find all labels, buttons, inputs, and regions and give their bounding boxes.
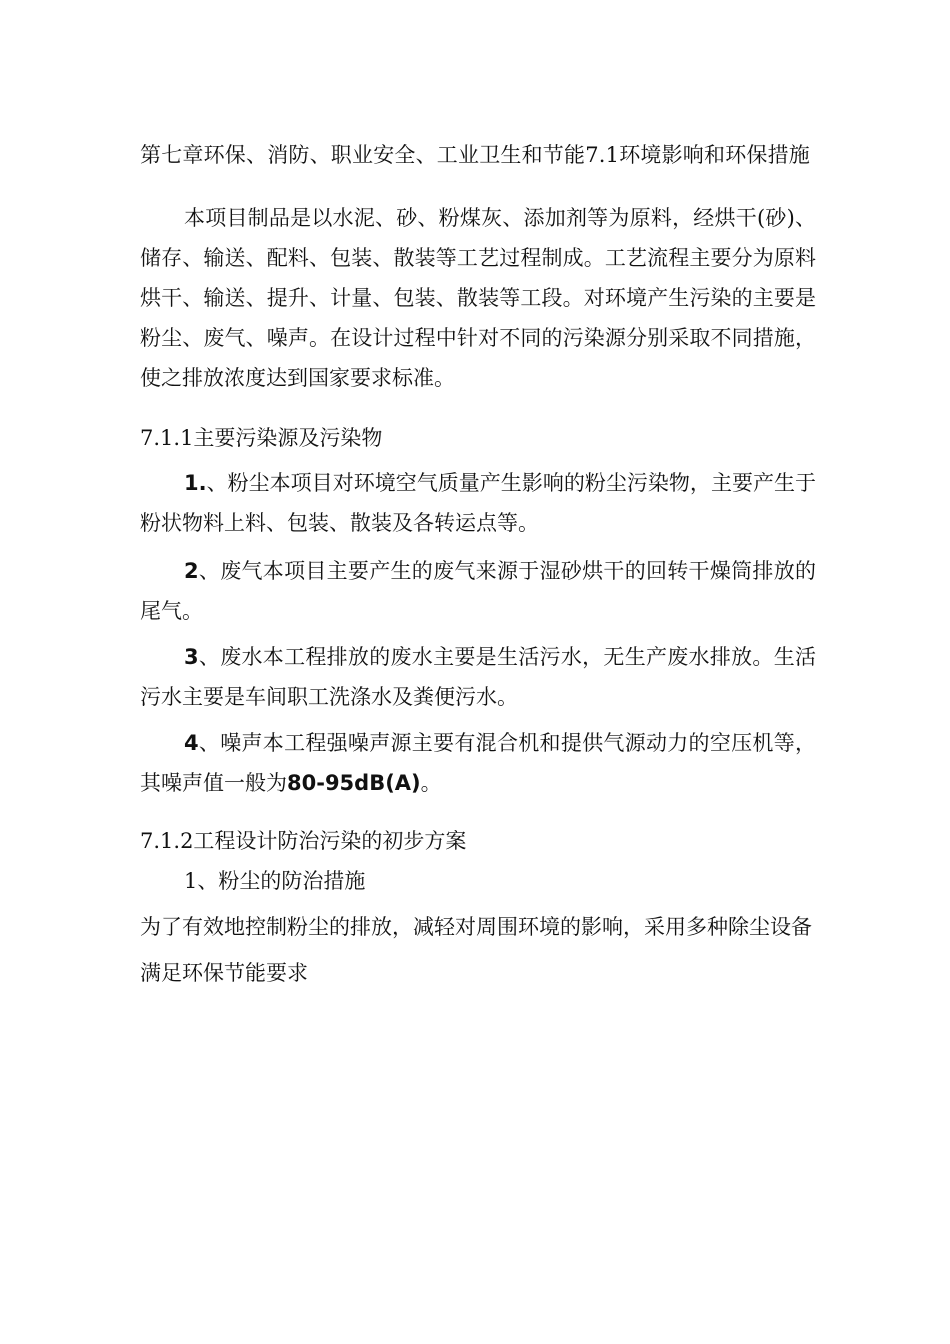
item-number: 3 (184, 645, 199, 669)
item-number: 4 (184, 731, 199, 755)
intro-paragraph: 本项目制品是以水泥、砂、粉煤灰、添加剂等为原料，经烘干(砂)、储存、输送、配料、包装、散装等工艺过程制成。工艺流程主要分为原料烘干、输送、提升、计量、包装、散装等工段。对环境产生污染的主要是粉尘、废气、噪声。在设计过程中针对不同的污染源分别采取不同措施，使之排放浓度达到国家要求标准。 (140, 206, 816, 390)
item-wastewater (140, 637, 816, 717)
item-text: 、噪声本工程强噪声源主要有混合机和提供气源动力的空压机等，其噪声值一般为 (140, 731, 816, 795)
item-text: 、粉尘本项目对环境空气质量产生影响的粉尘污染物，主要产生于粉状物料上料、包装、散装及各转运点等。 (140, 471, 816, 535)
item-number: 2 (184, 559, 199, 583)
item-text: 、废气本项目主要产生的废气来源于湿砂烘干的回转干燥筒排放的尾气。 (140, 559, 816, 623)
noise-value: 80-95dB(A) (287, 771, 421, 795)
item-noise (140, 723, 816, 803)
section-heading-7-1-2: 7.1.2工程设计防治污染的初步方案 (140, 829, 467, 853)
subitem-dust-prevention: 1、粉尘的防治措施 (184, 869, 366, 893)
item-dust (140, 463, 816, 543)
item-text: 、废水本工程排放的废水主要是生活污水，无生产废水排放。生活污水主要是车间职工洗涤水及粪便污水。 (140, 645, 816, 709)
final-paragraph: 为了有效地控制粉尘的排放，减轻对周围环境的影响，采用多种除尘设备满足环保节能要求 (140, 915, 812, 985)
item-exhaust-gas (140, 551, 816, 631)
item-text-end: 。 (420, 771, 442, 795)
chapter-heading: 第七章环保、消防、职业安全、工业卫生和节能7.1环境影响和环保措施 (140, 143, 810, 167)
section-heading-7-1-1: 7.1.1主要污染源及污染物 (140, 426, 383, 450)
item-number: 1. (184, 471, 207, 495)
